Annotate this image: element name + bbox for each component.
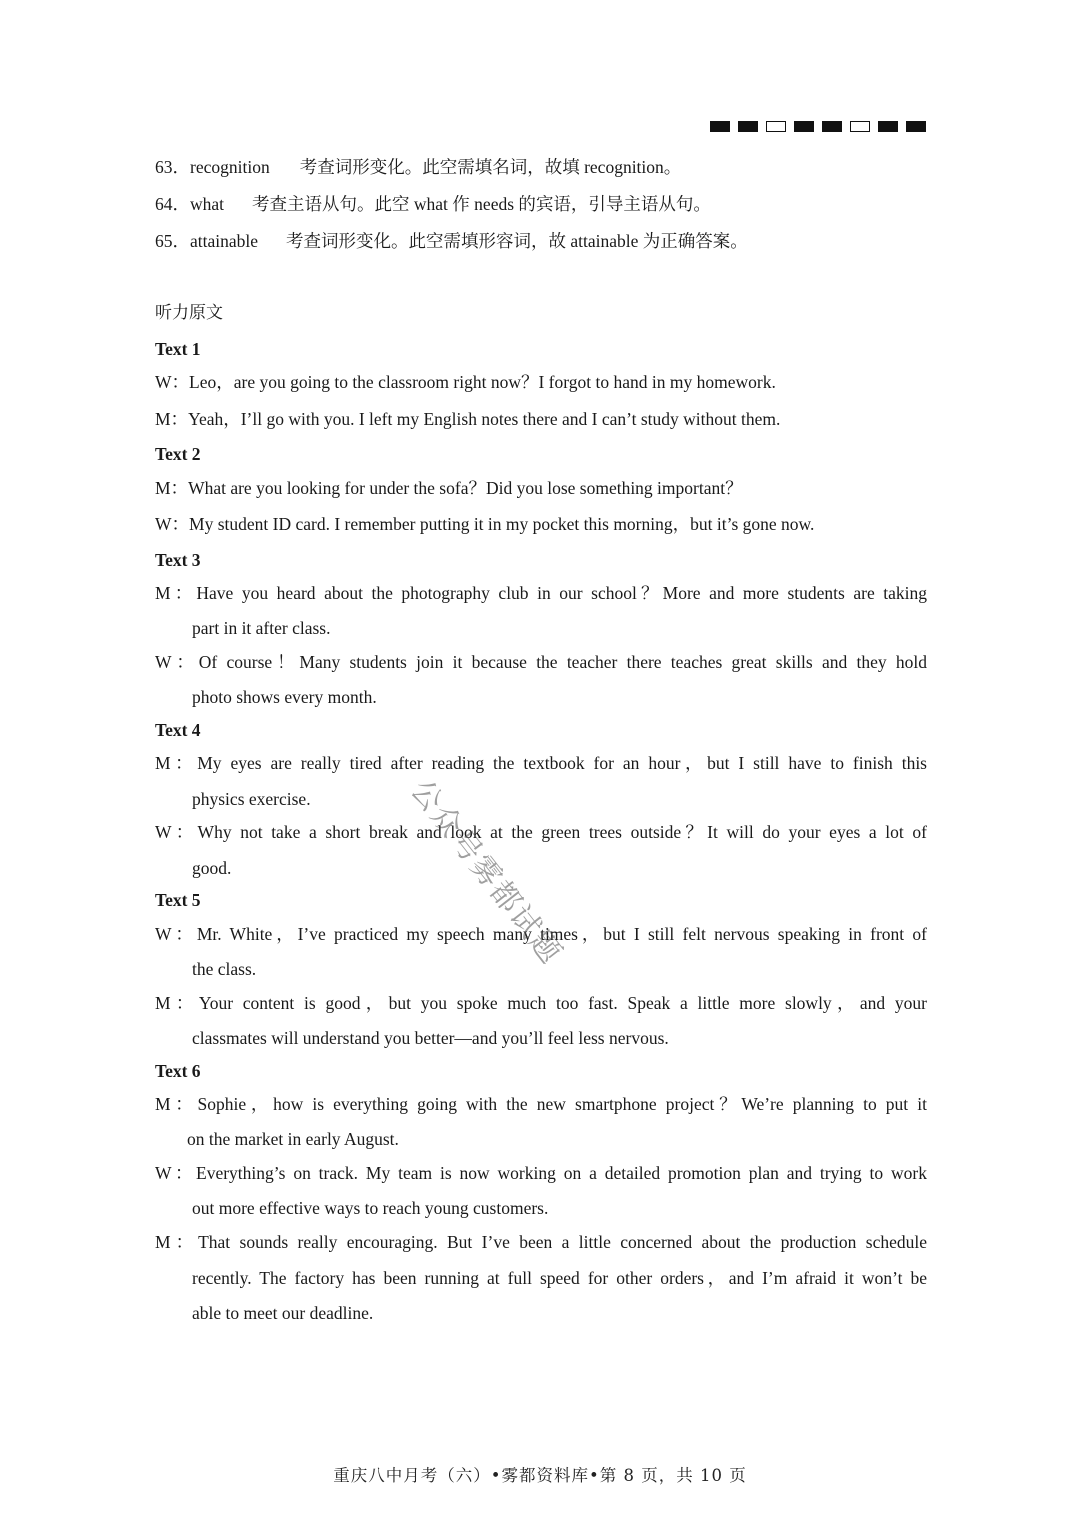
dialogue-line: M：Yeah，I’ll go with you. I left my English notes there and I can’t study without them. — [155, 409, 781, 429]
header-square — [822, 121, 842, 132]
answer-word: recognition — [190, 157, 270, 177]
listening-heading: 听力原文 — [155, 303, 223, 323]
dialogue-continuation: able to meet our deadline. — [192, 1303, 374, 1323]
answer-65 — [155, 231, 748, 251]
answer-explanation: 考查词形变化。此空需填形容词，故 attainable 为正确答案。 — [286, 231, 748, 251]
header-square — [878, 121, 898, 132]
dialogue-continuation: the class. — [192, 959, 257, 979]
header-square — [906, 121, 926, 132]
answer-number: 64． — [155, 194, 190, 214]
answer-explanation: 考查主语从句。此空 what 作 needs 的宾语，引导主语从句。 — [252, 194, 711, 214]
dialogue-line: M：Have you heard about the photography club in our school？More and more students are taking — [155, 583, 927, 603]
answer-word: what — [190, 194, 225, 214]
dialogue-line: W：Why not take a short break and look at the green trees outside？It will do your eyes a lot of — [155, 822, 927, 842]
header-square — [738, 121, 758, 132]
text-5-title: Text 5 — [155, 890, 201, 910]
dialogue-line: M：What are you looking for under the sofa？Did you lose something important？ — [155, 478, 743, 498]
text-4-title: Text 4 — [155, 720, 201, 740]
header-square — [850, 121, 870, 132]
dialogue-continuation: out more effective ways to reach young customers. — [192, 1198, 549, 1218]
dialogue-continuation: photo shows every month. — [192, 687, 377, 707]
answer-63 — [155, 157, 681, 177]
dialogue-line: W：Everything’s on track. My team is now working on a detailed promotion plan and trying to work — [155, 1163, 927, 1183]
answer-64 — [155, 194, 711, 214]
dialogue-continuation: recently. The factory has been running at full speed for other orders，and I’m afraid it won’t be — [192, 1268, 927, 1288]
header-square — [794, 121, 814, 132]
page-footer: 重庆八中月考（六）•雾都资料库•第 8 页，共 10 页 — [333, 1466, 747, 1485]
header-decoration — [710, 121, 934, 133]
dialogue-continuation: classmates will understand you better—and you’ll feel less nervous. — [192, 1028, 669, 1048]
text-6-title: Text 6 — [155, 1061, 201, 1081]
answer-explanation: 考查词形变化。此空需填名词，故填 recognition。 — [299, 157, 682, 177]
answer-number: 65． — [155, 231, 190, 251]
answer-word: attainable — [190, 231, 259, 251]
header-square — [766, 121, 786, 132]
dialogue-line: W：Mr. White，I’ve practiced my speech many times，but I still felt nervous speaking in front of — [155, 924, 927, 944]
dialogue-line: M：My eyes are really tired after reading the textbook for an hour，but I still have to finish this — [155, 753, 927, 773]
dialogue-line: W：Of course！Many students join it because the teacher there teaches great skills and they hold — [155, 652, 927, 672]
dialogue-line: M：That sounds really encouraging. But I’ve been a little concerned about the production schedule — [155, 1232, 927, 1252]
dialogue-continuation: part in it after class. — [192, 618, 331, 638]
dialogue-line: W：Leo，are you going to the classroom right now？I forgot to hand in my homework. — [155, 372, 776, 392]
text-3-title: Text 3 — [155, 550, 201, 570]
header-square — [710, 121, 730, 132]
answer-number: 63． — [155, 157, 190, 177]
dialogue-line: M：Sophie，how is everything going with the new smartphone project？We’re planning to put it — [155, 1094, 927, 1114]
dialogue-continuation: physics exercise. — [192, 789, 311, 809]
watermark-text: 公众号雾都试题 — [403, 773, 569, 972]
dialogue-continuation: good. — [192, 858, 232, 878]
dialogue-line: M：Your content is good，but you spoke much too fast. Speak a little more slowly，and your — [155, 993, 928, 1013]
text-2-title: Text 2 — [155, 444, 201, 464]
dialogue-line: W：My student ID card. I remember putting it in my pocket this morning，but it’s gone now. — [155, 514, 815, 534]
dialogue-continuation: on the market in early August. — [187, 1129, 399, 1149]
text-1-title: Text 1 — [155, 339, 201, 359]
